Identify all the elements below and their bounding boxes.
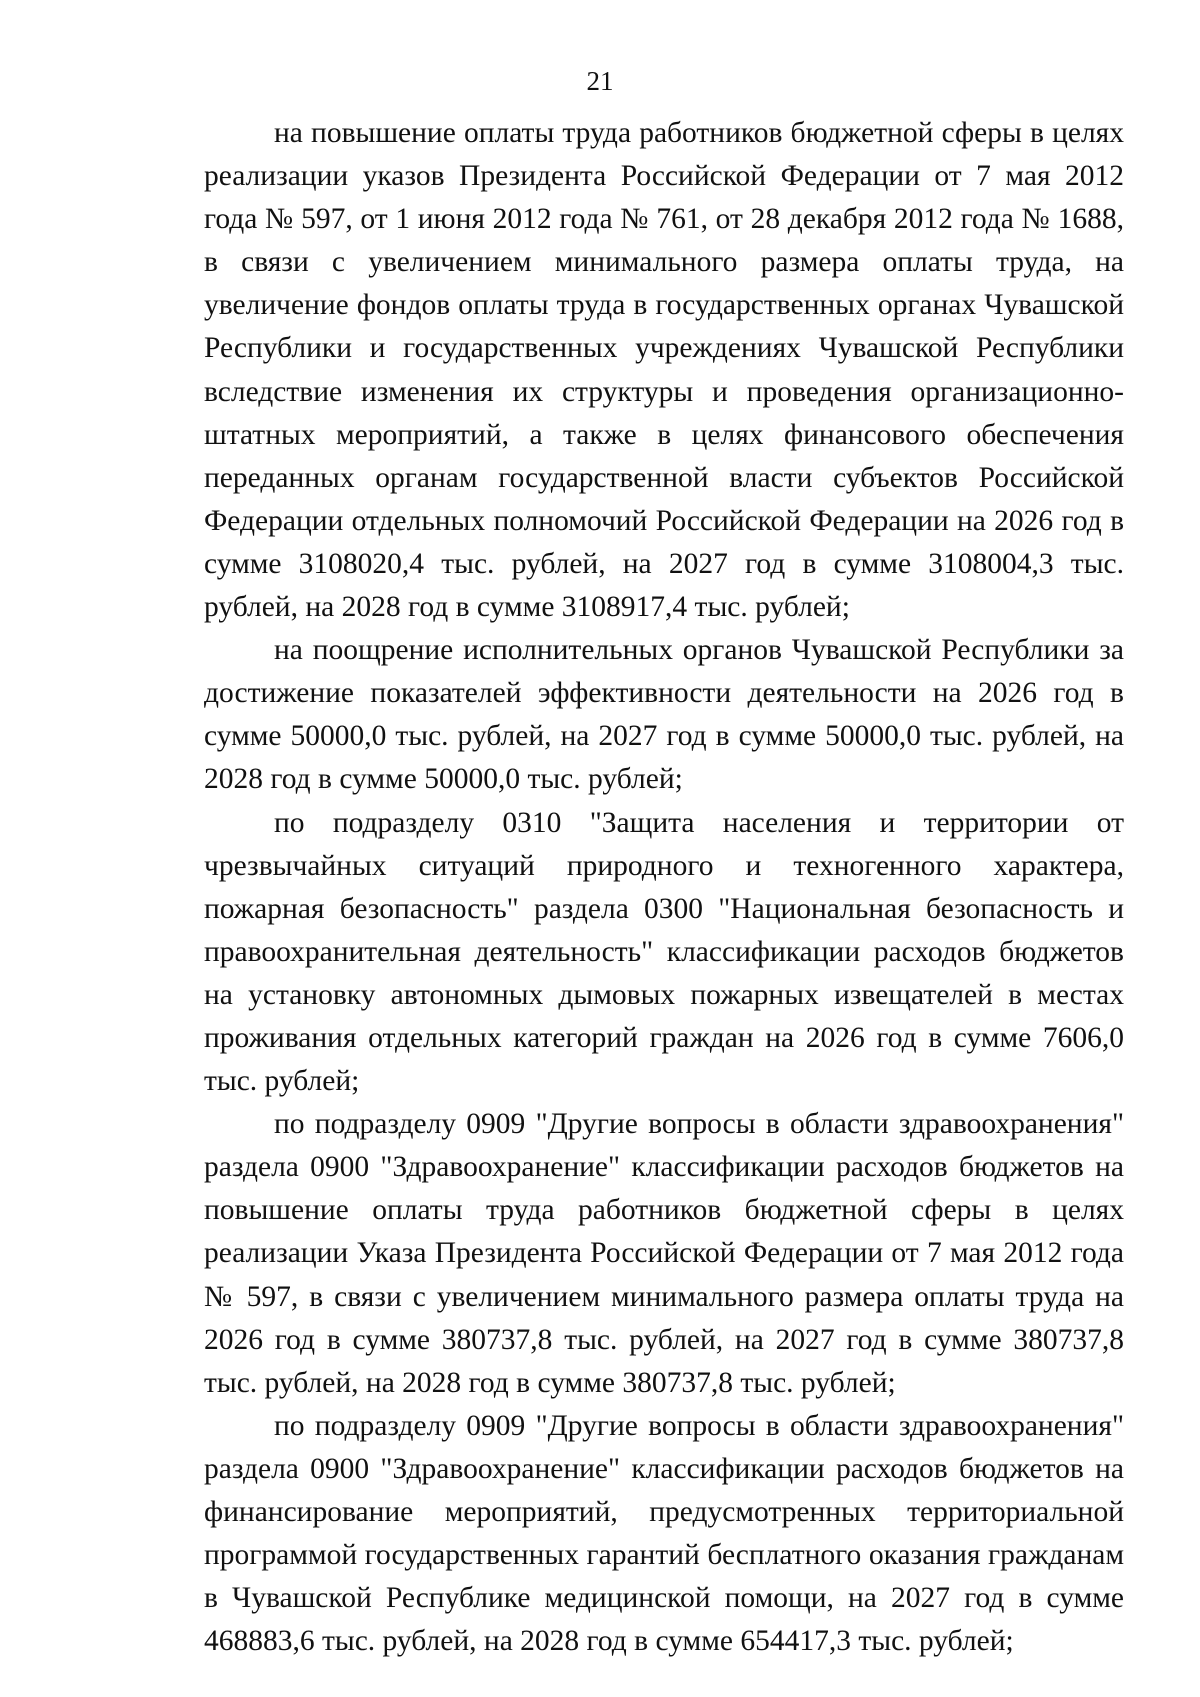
paragraph-executive-bodies-incentive: на поощрение исполнительных органов Чувашской Республики за достижение показателей эффективности деятельности на 2026 год в сумме 50000,0 тыс. рублей, на 2027 год в сумме 50000,0 тыс. рублей, на 2028 год в сумме 50000,0 тыс. рублей; <box>204 634 1124 796</box>
paragraph-subsection-0909-territorial-program: по подразделу 0909 "Другие вопросы в области здравоохранения" раздела 0900 "Здравоохранение" классификации расходов бюджетов на финансирование мероприятий, предусмотренных территориальной программой государственных гарантий бесплатного оказания гражданам в Чувашской Республике медицинской помощи, на 2027 год в сумме 468883,6 тыс. рублей, на 2028 год в сумме 654417,3 тыс. рублей; <box>204 1409 1124 1658</box>
page-number: 21 <box>586 66 614 96</box>
paragraph-subsection-0909-salaries: по подразделу 0909 "Другие вопросы в области здравоохранения" раздела 0900 "Здравоохранение" классификации расходов бюджетов на повышение оплаты труда работников бюджетной сферы в целях реализации Указа Президента Российской Федерации от 7 мая 2012 года № 597, в связи с увеличением минимального размера оплаты труда на 2026 год в сумме 380737,8 тыс. рублей, на 2027 год в сумме 380737,8 тыс. рублей, на 2028 год в сумме 380737,8 тыс. рублей; <box>204 1108 1124 1399</box>
paragraph-salary-increase: на повышение оплаты труда работников бюджетной сферы в целях реализации указов Президента Российской Федерации от 7 мая 2012 года № 597, от 1 июня 2012 года № 761, от 28 декабря 2012 года № 1688, в связи с увеличением минимального размера оплаты труда, на увеличение фондов оплаты труда в государственных органах Чувашской Республики и государственных учреждениях Чувашской Республики вследствие изменения их структуры и проведения организационно-штатных мероприятий, а также в целях финансового обеспечения переданных органам государственной власти субъектов Российской Федерации отдельных полномочий Российской Федерации на 2026 год в сумме 3108020,4 тыс. рублей, на 2027 год в сумме 3108004,3 тыс. рублей, на 2028 год в сумме 3108917,4 тыс. рублей; <box>204 117 1124 624</box>
document-body <box>204 112 1124 1663</box>
paragraph-subsection-0310: по подразделу 0310 "Защита населения и территории от чрезвычайных ситуаций природного и техногенного характера, пожарная безопасность" раздела 0300 "Национальная безопасность и правоохранительная деятельность" классификации расходов бюджетов на установку автономных дымовых пожарных извещателей в местах проживания отдельных категорий граждан на 2026 год в сумме 7606,0 тыс. рублей; <box>204 806 1124 1098</box>
